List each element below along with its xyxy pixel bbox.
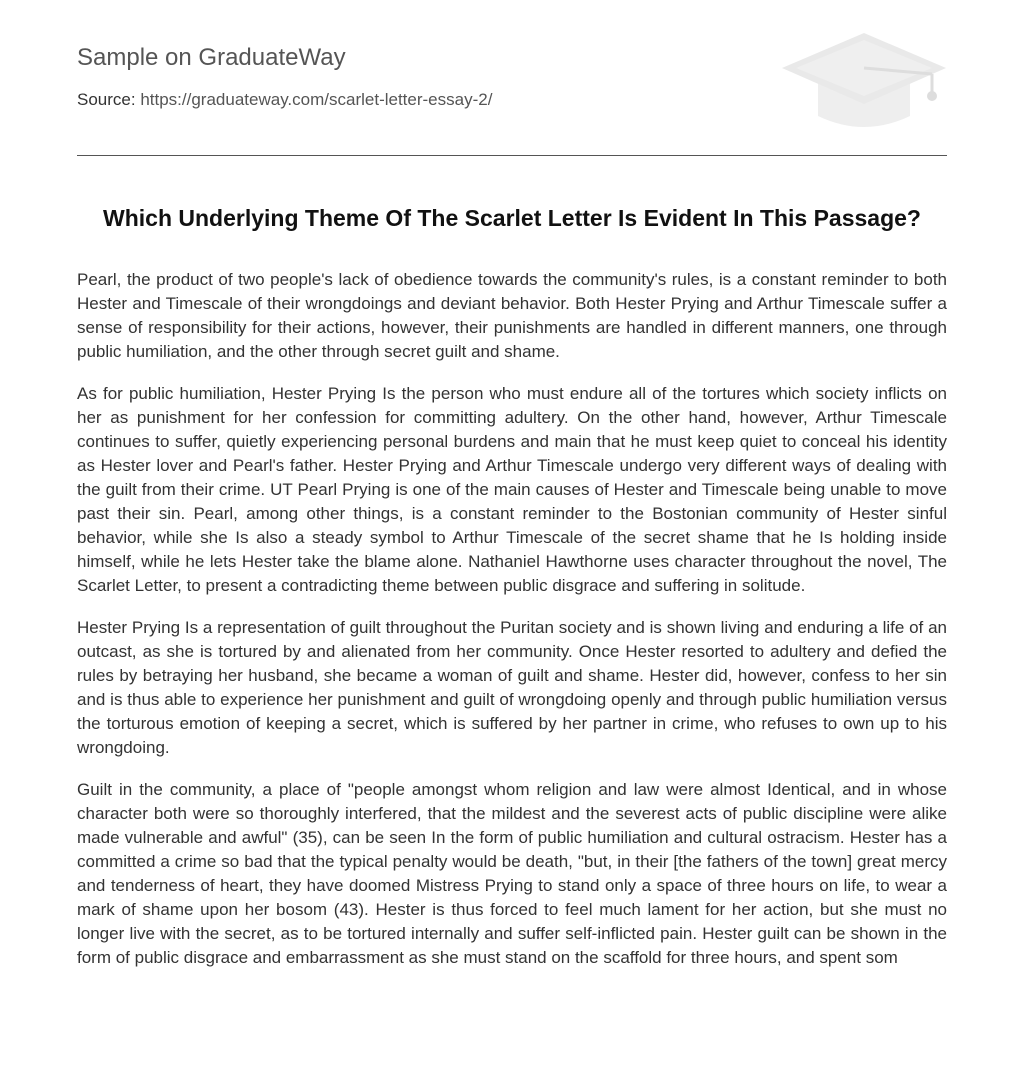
source-link[interactable]: https://graduateway.com/scarlet-letter-essay-2/ bbox=[140, 90, 493, 109]
graduation-cap-icon bbox=[782, 30, 947, 132]
paragraph: Pearl, the product of two people's lack of obedience towards the community's rules, is a constant reminder to both Hester and Timescale of their wrongdoings and deviant behavior. Both Hester Prying and Arthur Timescale suffer a sense of responsibility for their actions, however, their punishments are handled in different manners, one through public humiliation, and the other through secret guilt and shame. bbox=[77, 270, 947, 361]
paragraph: As for public humiliation, Hester Prying Is the person who must endure all of the tortures which society inflicts on her as punishment for her confession for committing adultery. On the other hand, however, Arthur Timescale continues to suffer, quietly experiencing personal burdens and main that he must keep quiet to conceal his identity as Hester lover and Pearl's father. Hester Prying and Arthur Timescale undergo very different ways of dealing with the guilt from their crime. UT Pearl Prying is one of the main causes of Hester and Timescale being unable to move past their sin. Pearl, among other things, is a constant reminder to the Bostonian community of Hester sinful behavior, while she Is also a steady symbol to Arthur Timescale of the secret shame that he Is holding inside himself, while he lets Hester take the blame alone. Nathaniel Hawthorne uses character throughout the novel, The Scarlet Letter, to present a contradicting theme between public disgrace and suffering in solitude. bbox=[77, 384, 947, 595]
paragraph: Hester Prying Is a representation of guilt throughout the Puritan society and is shown living and enduring a life of an outcast, as she is tortured by and alienated from her community. Once Hester resorted to adultery and defied the rules by betraying her husband, she became a woman of guilt and shame. Hester did, however, confess to her sin and is thus able to experience her punishment and guilt of wrongdoing openly and through public humiliation versus the torturous emotion of keeping a secret, which is suffered by her partner in crime, who refuses to own up to his wrongdoing. bbox=[77, 618, 947, 757]
header-divider bbox=[77, 155, 947, 156]
page-header bbox=[77, 0, 947, 156]
site-title: Sample on GraduateWay bbox=[77, 44, 346, 71]
source-line bbox=[77, 90, 492, 110]
essay-body bbox=[77, 268, 947, 988]
document-title: Which Underlying Theme Of The Scarlet Letter Is Evident In This Passage? bbox=[103, 205, 921, 231]
paragraph: Guilt in the community, a place of "people amongst whom religion and law were almost Identical, and in whose character both were so thoroughly interfered, that the mildest and the severest acts of public discipline were alike made vulnerable and awful" (35), can be seen In the form of public humiliation and cultural ostracism. Hester has a committed a crime so bad that the typical penalty would be death, "but, in their [the fathers of the town] great mercy and tenderness of heart, they have doomed Mistress Prying to stand only a space of three hours on life, to wear a mark of shame upon her bosom (43). Hester is thus forced to feel much lament for her action, but she must no longer live with the secret, as to be tortured internally and suffer self-inflicted pain. Hester guilt can be shown in the form of public disgrace and embarrassment as she must stand on the scaffold for three hours, and spent som bbox=[77, 780, 947, 967]
source-label: Source: bbox=[77, 90, 136, 109]
